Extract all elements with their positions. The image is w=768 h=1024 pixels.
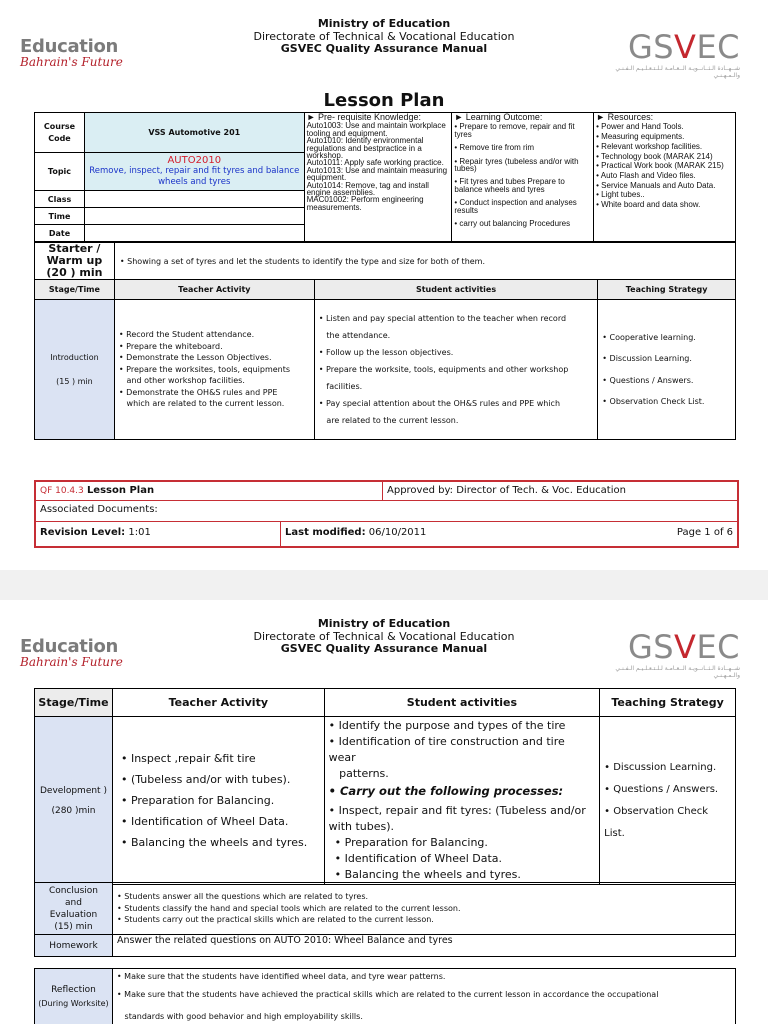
col-student-activities: Student activities [314, 280, 597, 300]
introduction-teaching-strategy [598, 300, 736, 440]
manual-title: GSVEC Quality Assurance Manual [280, 42, 488, 55]
conclusion-item: • Students answer all the questions which are related to tyres. [116, 892, 369, 902]
prerequisite-item: Auto1013: Use and maintain measuring equipment. [306, 165, 448, 183]
conclusion-label-line: Evaluation [49, 909, 98, 920]
student-activity-line: • Listen and pay special attention to the teacher when record [318, 314, 567, 323]
teacher-activity-line: • Inspect ,repair &fit tire [120, 752, 256, 765]
conclusion-table [34, 882, 736, 957]
directorate-title: Directorate of Technical & Vocational Education [253, 29, 515, 43]
education-logo-tagline: Bahrain's Future [20, 655, 123, 669]
teacher-activity-line: • (Tubeless and/or with tubes). [120, 773, 291, 786]
student-activity-line: • Preparation for Balancing. [334, 836, 488, 849]
resource-item: • Relevant workshop facilities. [596, 141, 703, 151]
gsvec-logo-arabic: شــهــادة الـثــانــويـة الــعـامـة لـلـتـعـلـيـم الـفـنـي والـمـهـنـي [615, 65, 740, 79]
revision-label: Revision Level: [40, 527, 126, 538]
manual-title: GSVEC Quality Assurance Manual [280, 642, 488, 655]
education-logo-text: Education [20, 636, 119, 657]
ministry-title: Ministry of Education [317, 617, 451, 630]
directorate-title: Directorate of Technical & Vocational Education [253, 629, 515, 643]
document-control-footer [34, 480, 739, 548]
prerequisite-item: Auto1014: Remove, tag and install engine assemblies. [306, 180, 429, 198]
learning-outcome-cell [452, 113, 594, 242]
development-label: Development ) [40, 785, 107, 796]
student-activity-line: facilities. [318, 382, 363, 391]
col-stage-time: Stage/Time [35, 280, 115, 300]
homework-text: Answer the related questions on AUTO 2010: Wheel Balance and tyres [112, 935, 735, 957]
resource-item: • Auto Flash and Video files. [596, 170, 696, 180]
teacher-activity-line: • Preparation for Balancing. [120, 794, 275, 807]
footer-row-1 [36, 482, 737, 501]
conclusion-label-line: (15) min [54, 921, 93, 932]
learning-outcome-item: • Prepare to remove, repair and fit tyres [454, 122, 575, 139]
teacher-activity-line: • Prepare the whiteboard. [118, 341, 223, 351]
conclusion-items [112, 883, 735, 935]
learning-outcome-item: • Fit tyres and tubes Prepare to balance wheels and tyres [454, 177, 565, 194]
student-activity-line: the attendance. [318, 331, 391, 340]
introduction-label: Introduction [50, 352, 99, 362]
teacher-activity-line: • Record the Student attendance. [118, 330, 255, 340]
time-label: Time [35, 208, 85, 225]
reflection-label-line: Reflection [51, 985, 96, 995]
teacher-activity-line: • Prepare the worksites, tools, equipments [118, 364, 291, 374]
resource-item: • Light tubes.. [596, 190, 645, 200]
gsvec-logo-arabic: شــهــادة الـثــانــويـة الــعـامـة لـلـتـعـلـيـم الـفـنـي والـمـهـنـي [615, 665, 740, 679]
development-time: (280 )min [51, 805, 96, 816]
conclusion-label-line: and [65, 897, 82, 908]
activities-table [34, 242, 736, 440]
reflection-item: standards with good behavior and high employability skills. [116, 1012, 363, 1021]
col-stage-time: Stage/Time [35, 689, 113, 717]
footer-associated-documents: Associated Documents: [40, 504, 158, 515]
starter-label [35, 243, 114, 279]
student-activity-line: are related to the current lesson. [318, 416, 459, 425]
topic-label: Topic [35, 153, 85, 191]
conclusion-item: • Students classify the hand and special tools which are related to the current lesson. [116, 903, 461, 913]
course-code-value: VSS Automotive 201 [84, 113, 304, 153]
development-stage [35, 717, 113, 885]
learning-outcome-item: • Conduct inspection and analyses results [454, 198, 577, 215]
strategy-line: • Cooperative learning. [602, 332, 696, 342]
teacher-activity-line: • Demonstrate the OH&S rules and PPE [118, 387, 278, 397]
resources-heading: ► Resources: [596, 112, 654, 122]
teacher-activity-line: and other workshop facilities. [118, 376, 245, 386]
resource-item: • White board and data show. [596, 200, 701, 210]
col-student-activities: Student activities [324, 689, 600, 717]
form-title: Lesson Plan [86, 485, 155, 496]
prerequisite-heading: ► Pre- requisite Knowledge: [306, 112, 422, 122]
gsvec-logo [605, 630, 740, 679]
date-label: Date [35, 225, 85, 242]
col-teaching-strategy: Teaching Strategy [598, 280, 736, 300]
teacher-activity-line: • Balancing the wheels and tyres. [120, 836, 308, 849]
header-titles [200, 618, 568, 656]
page-header [0, 0, 768, 85]
ministry-title: Ministry of Education [317, 17, 451, 30]
resource-item: • Measuring equipments. [596, 132, 685, 142]
lesson-info-table [34, 112, 736, 242]
prerequisite-item: Auto1003: Use and maintain workplace tooling and equipment. [306, 121, 446, 138]
form-code: QF 10.4.3 [40, 486, 84, 496]
student-activity-line: • Identify the purpose and types of the tire [328, 719, 566, 732]
student-activity-line: with tubes). [328, 820, 395, 833]
reflection-item: • Make sure that the students have identified wheel data, and tyre wear patterns. [116, 972, 446, 981]
footer-approved-by: Approved by: Director of Tech. & Voc. Education [382, 482, 737, 500]
teacher-activity-line: • Identification of Wheel Data. [120, 815, 289, 828]
page-header-2 [0, 600, 768, 685]
gsvec-logo [605, 30, 740, 79]
education-logo [20, 36, 140, 69]
footer-row-2 [36, 501, 737, 522]
course-code-label: Course Code [35, 113, 85, 153]
lesson-plan-title: Lesson Plan [323, 90, 445, 111]
reflection-label-line: (During Worksite) [38, 999, 109, 1008]
learning-outcome-item: • Remove tire from rim [454, 143, 535, 153]
development-table [34, 688, 736, 885]
development-teacher-activity [112, 717, 324, 885]
homework-label: Homework [35, 935, 113, 957]
starter-title: Starter / Warm up [46, 242, 103, 267]
conclusion-label-line: Conclusion [48, 885, 98, 896]
introduction-stage [35, 300, 115, 440]
teacher-activity-line: which are related to the current lesson. [118, 399, 285, 409]
strategy-line: • Discussion Learning. [602, 354, 692, 363]
footer-revision [36, 522, 280, 546]
education-logo-tagline: Bahrain's Future [20, 55, 123, 69]
col-teacher-activity: Teacher Activity [114, 280, 314, 300]
prerequisite-item: Auto1011: Apply safe working practice. [306, 158, 444, 168]
strategy-line: • Questions / Answers. [602, 375, 694, 385]
footer-form-title [36, 482, 382, 500]
starter-minutes: (20 ) min [46, 266, 103, 279]
student-activity-line: • Follow up the lesson objectives. [318, 348, 454, 357]
revision-value: 1:01 [128, 527, 151, 538]
student-activity-line: • Balancing the wheels and tyres. [334, 868, 521, 881]
learning-outcome-item: • carry out balancing Procedures [454, 219, 571, 229]
resource-item: • Technology book (MARAK 214) [596, 151, 713, 161]
header-titles [200, 18, 568, 56]
development-teaching-strategy [600, 717, 736, 885]
introduction-time: (15 ) min [56, 376, 93, 386]
strategy-line: • Discussion Learning. [604, 761, 717, 773]
teacher-activity-line: • Demonstrate the Lesson Objectives. [118, 353, 272, 363]
education-logo [20, 636, 140, 669]
prerequisite-item: Auto1010: Identify environmental regulations and bestpractice in a workshop. [306, 136, 424, 161]
footer-row-3 [36, 522, 737, 546]
starter-label-cell [35, 243, 115, 280]
reflection-table [34, 968, 736, 1024]
strategy-line: • Observation Check List. [602, 397, 705, 406]
development-student-activities [324, 717, 600, 885]
student-activity-heading: • Carry out the following processes: [328, 784, 564, 798]
reflection-item: • Make sure that the students have achieved the practical skills which are related to the current lesson in accordance the occupational [116, 990, 659, 999]
introduction-teacher-activity [114, 300, 314, 440]
resource-item: • Practical Work book (MARAK 215) [596, 161, 724, 171]
conclusion-label [35, 883, 113, 935]
conclusion-item: • Students carry out the practical skills which are related to the current lesson. [116, 915, 434, 925]
topic-description: Remove, inspect, repair and fit tyres and balance wheels and tyres [89, 166, 300, 187]
introduction-student-activities [314, 300, 597, 440]
gsvec-logo-text: GSVEC [627, 628, 740, 666]
footer-last-modified [280, 522, 480, 546]
col-teacher-activity: Teacher Activity [112, 689, 324, 717]
student-activity-line: • Prepare the worksite, tools, equipments and other workshop [318, 365, 569, 374]
resources-cell [594, 113, 736, 242]
last-modified-value: 06/10/2011 [368, 527, 427, 538]
resource-item: • Service Manuals and Auto Data. [596, 180, 716, 190]
strategy-line: • Observation Check List. [604, 805, 709, 839]
col-teaching-strategy: Teaching Strategy [600, 689, 736, 717]
topic-value [84, 153, 304, 191]
reflection-label [35, 969, 113, 1024]
student-activity-line: patterns. [328, 767, 389, 780]
student-activity-line: • Identification of tire construction and tire wear [328, 735, 565, 764]
footer-page-number: Page 1 of 6 [676, 527, 733, 538]
resource-item: • Power and Hand Tools. [596, 122, 684, 132]
prerequisite-cell [304, 113, 452, 242]
student-activity-line: • Inspect, repair and fit tyres: (Tubeless and/or [328, 804, 586, 817]
learning-outcome-heading: ► Learning Outcome: [454, 112, 543, 122]
time-value [84, 208, 304, 225]
reflection-items [112, 969, 735, 1024]
strategy-line: • Questions / Answers. [604, 783, 719, 795]
gsvec-logo-text: GSVEC [627, 28, 740, 66]
topic-code: AUTO2010 [167, 155, 222, 166]
learning-outcome-item: • Repair tyres (tubeless and/or with tubes) [454, 156, 579, 174]
starter-text: • Showing a set of tyres and let the students to identify the type and size for both of them. [114, 243, 735, 280]
page-gap [0, 570, 768, 600]
student-activity-line: • Identification of Wheel Data. [334, 852, 503, 865]
class-value [84, 191, 304, 208]
last-modified-label: Last modified: [285, 527, 366, 538]
prerequisite-item: MAC01002: Perform engineering measurements. [306, 195, 424, 212]
student-activity-line: • Pay special attention about the OH&S rules and PPE which [318, 399, 561, 408]
education-logo-text: Education [20, 36, 119, 57]
date-value [84, 225, 304, 242]
class-label: Class [35, 191, 85, 208]
